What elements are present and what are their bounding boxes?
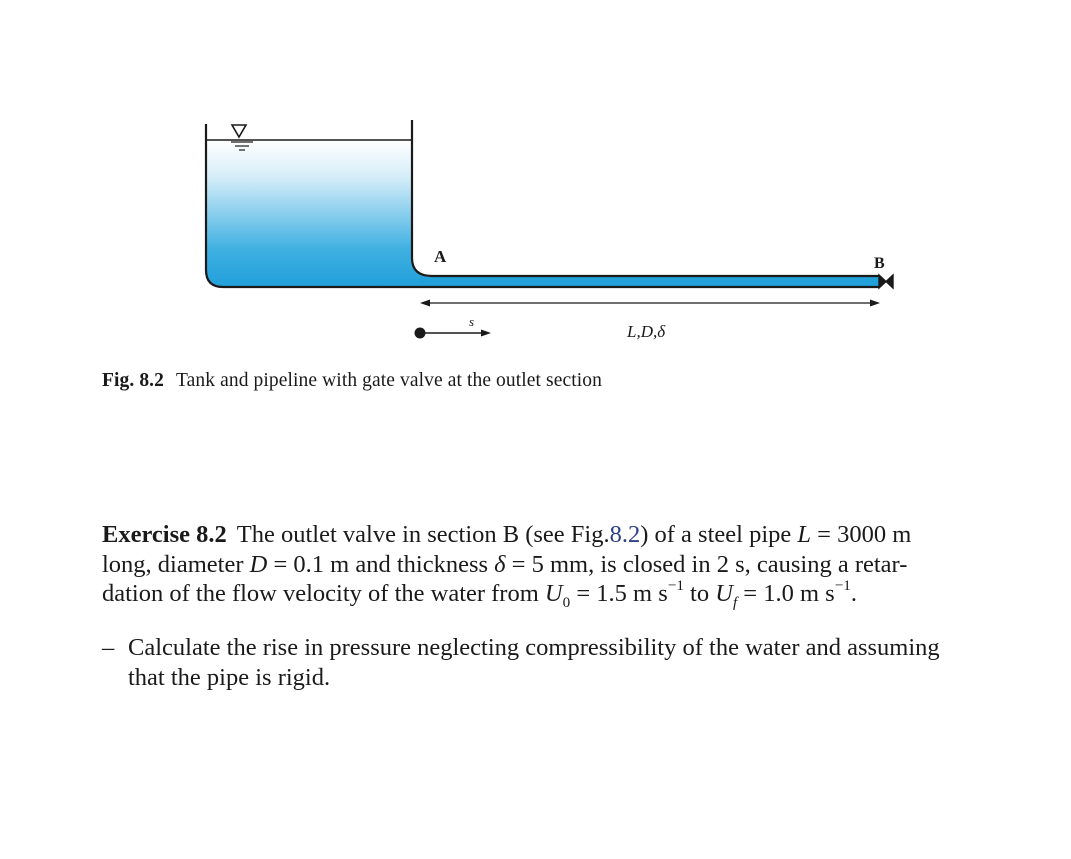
subscript-0: 0 [562,593,571,611]
length-dimension-arrow [420,300,880,307]
exercise-text: = 0.1 m and thickness [267,550,495,578]
exercise-statement [102,520,1002,609]
exercise-line-2 [102,550,1002,580]
label-pipe-params: L,D,δ [627,322,666,341]
figure-number: Fig. 8.2 [102,370,165,391]
label-a: A [434,247,447,266]
tank-water [206,140,880,286]
variable-delta: δ [494,550,506,578]
superscript-minus-1: −1 [834,576,851,594]
label-b: B [874,255,885,272]
gate-valve-icon [879,275,893,288]
s-coordinate-arrow [415,328,492,339]
list-dash: – [102,634,115,661]
task-line-2: that the pipe is rigid. [128,664,331,691]
subscript-f: f [732,593,738,611]
exercise-text: . [850,580,858,607]
label-s: s [469,314,475,329]
exercise-text: = 3000 m [811,521,912,548]
exercise-text: ) of a steel pipe [640,521,798,548]
task-line-1: Calculate the rise in pressure neglecting compressibility of the water and assuming [128,634,940,661]
variable-uf: U [715,580,733,607]
tank-pipeline-figure [0,0,1071,420]
variable-u0: U [544,580,563,607]
exercise-text: dation of the flow velocity of the water from [102,580,545,607]
superscript-minus-1: −1 [667,576,684,594]
exercise-line-1 [102,520,1002,550]
exercise-text: long, diameter [102,550,250,578]
figure-caption-text: Tank and pipeline with gate valve at the outlet section [176,370,602,391]
exercise-text: The outlet valve in section B (see Fig. [236,521,610,548]
tank-right-wall [412,120,880,276]
exercise-text: = 1.0 m s [737,580,835,607]
exercise-title: Exercise 8.2 [102,521,227,548]
exercise-text: = 1.5 m s [570,580,668,607]
figure-reference-link[interactable]: 8.2 [609,521,641,548]
task-item [102,633,1012,693]
variable-d: D [249,550,268,578]
variable-l: L [797,521,812,548]
figure-caption [102,370,602,392]
exercise-line-3 [102,576,1002,611]
pipe-water [420,277,880,286]
exercise-text: = 5 mm, is closed in 2 s, causing a retar- [505,550,908,578]
exercise-text: to [683,580,716,607]
